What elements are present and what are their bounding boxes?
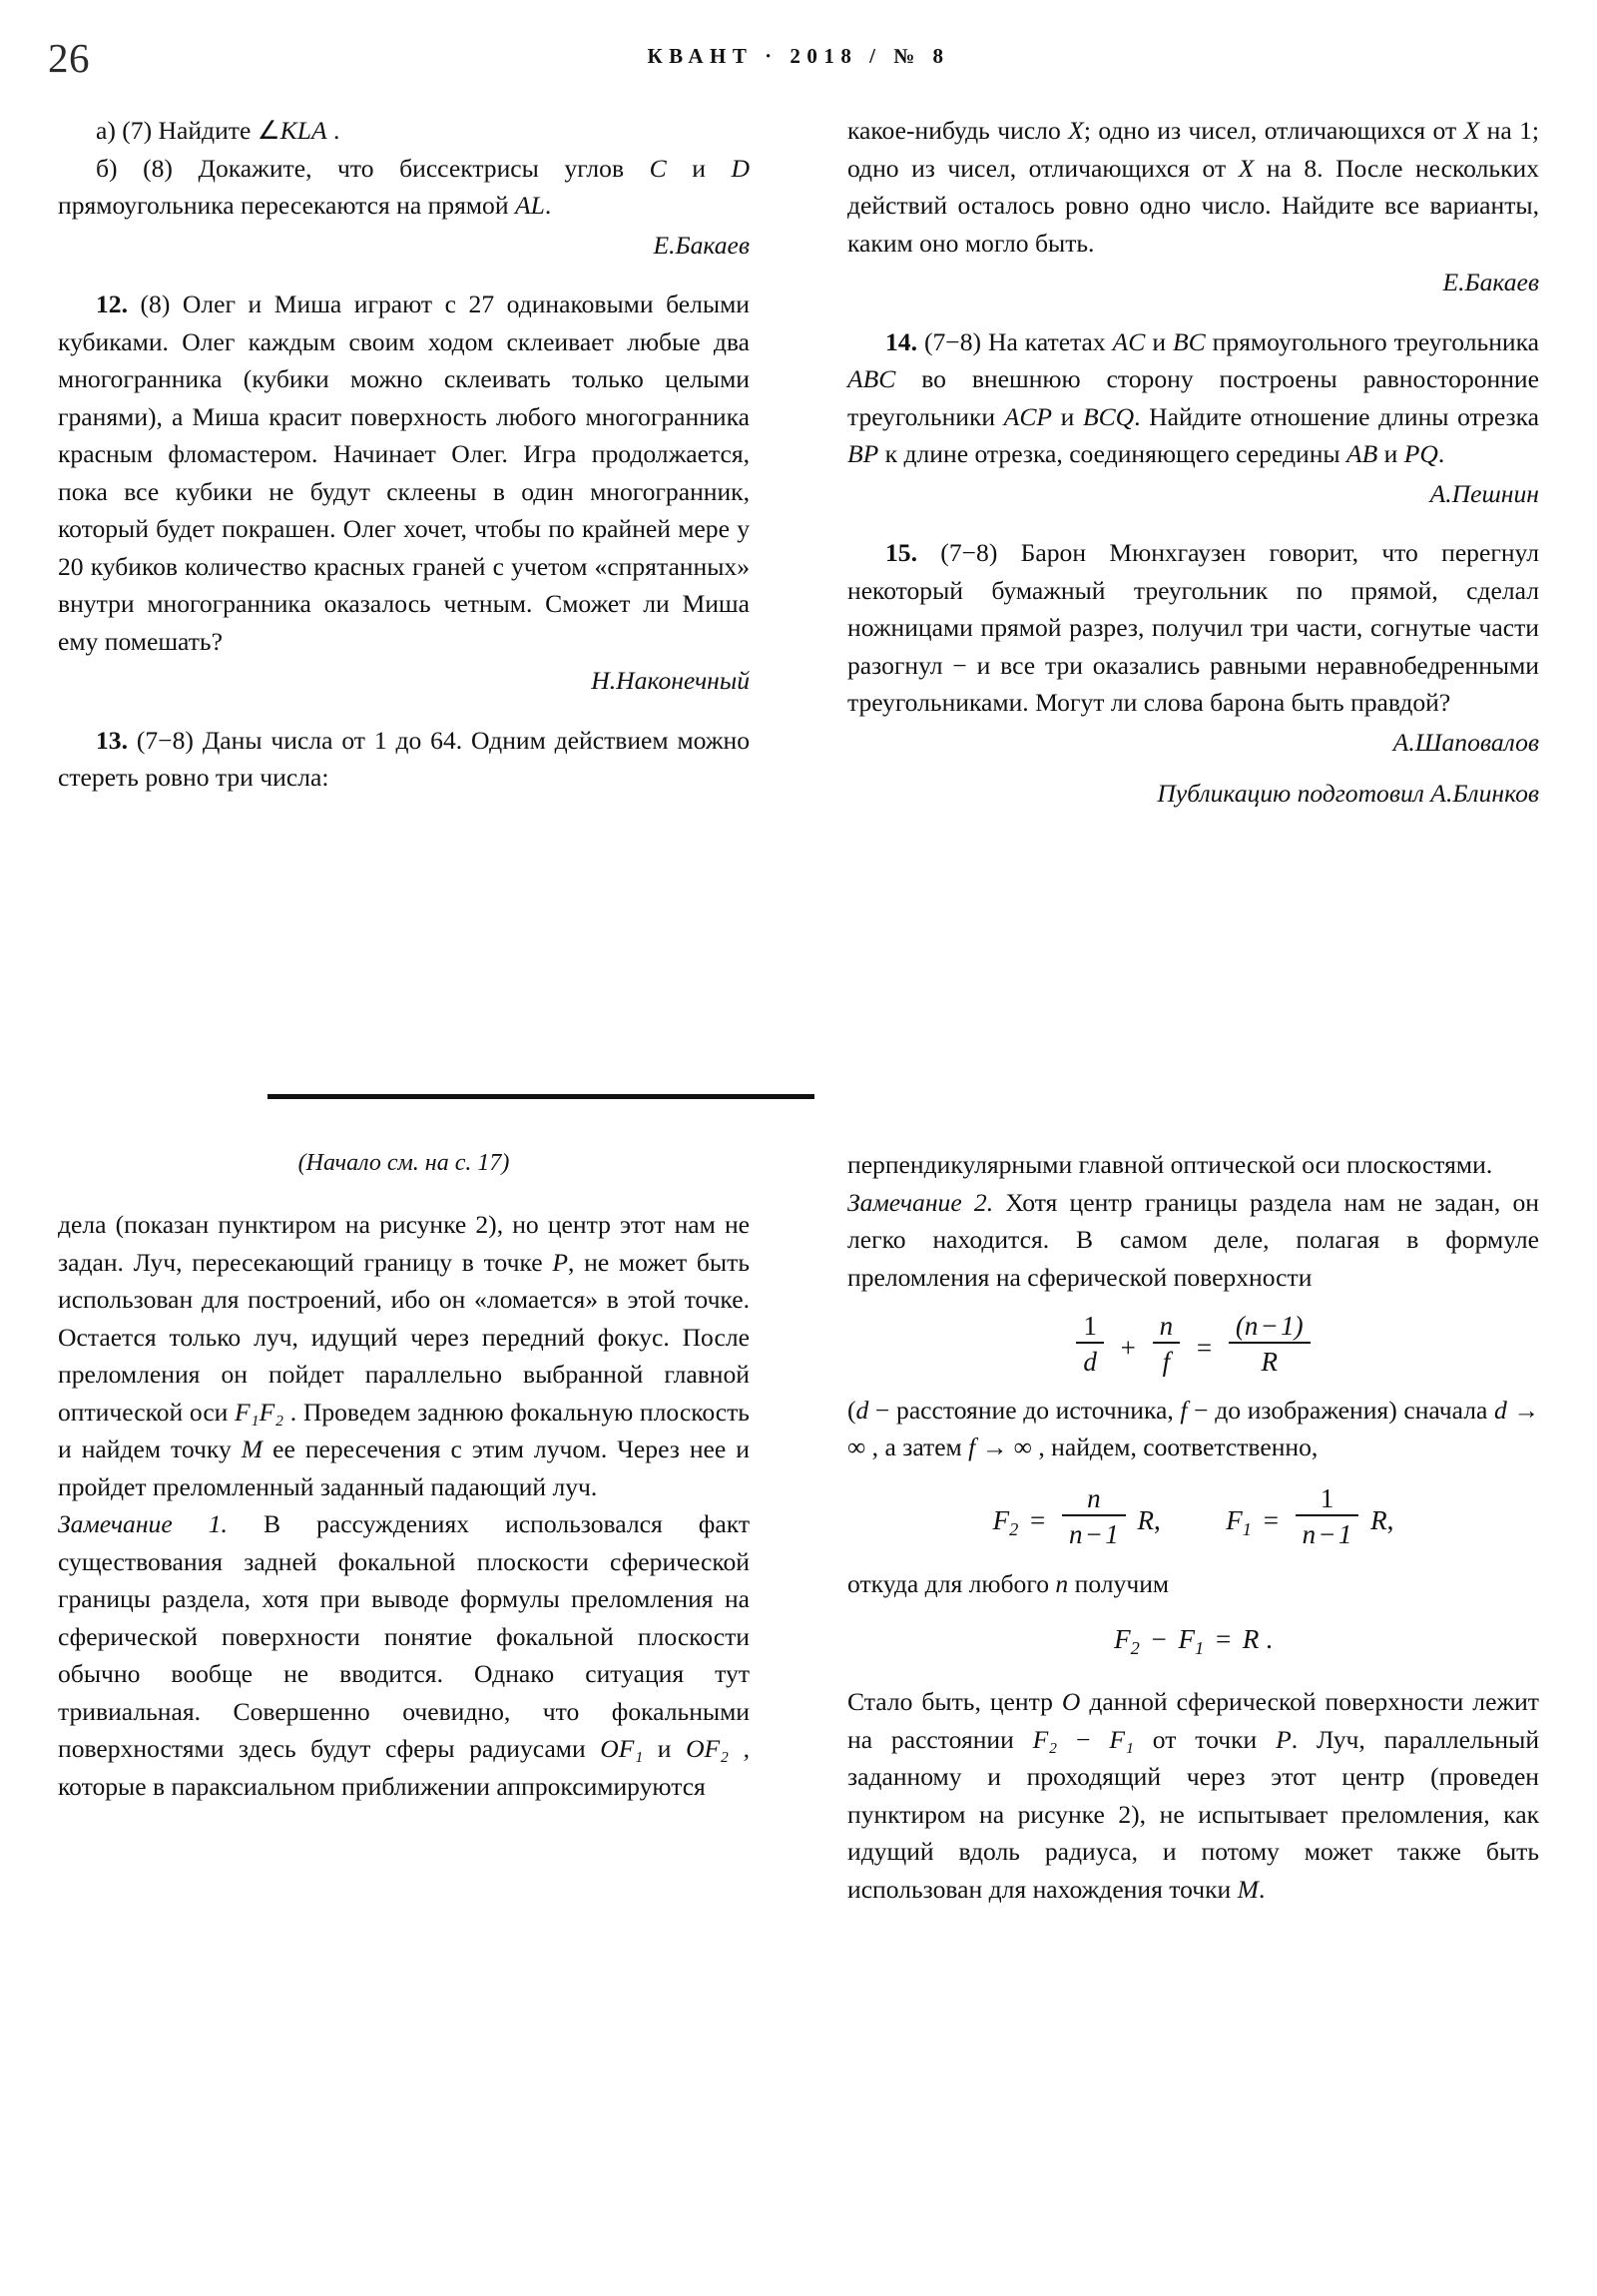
formula-focal-front: $F_1$ = $\frac{1}{n - 1}$ R, — [1226, 1482, 1394, 1549]
formula-2-explanation: откуда для любого n получим — [847, 1569, 1170, 1599]
plus-sign: + — [1120, 1333, 1136, 1364]
journal-masthead — [0, 44, 1597, 69]
remark-1 — [58, 1505, 750, 1805]
signature-bakaev-2: Е.Бакаев — [1442, 268, 1539, 296]
formula-focal-lengths — [847, 1484, 1539, 1550]
denominator: f — [1153, 1342, 1181, 1377]
fraction-one-over-n-minus-one — [1296, 1484, 1359, 1550]
problems-right-column — [847, 112, 1539, 813]
solution-body-paragraph: дела (показан пунктиром на рисунке 2), но центр этот нам не задан. Луч, пересекающий границу в точке P, не может быть использован для построений, ибо он «ломается» в этой точке. Остается только луч, идущий через передний фокус. После преломления он пойдет параллельно выбранной главной оптической оси F₁F₂ . Проведем заднюю фокальную плоскость и найдем точку M ее пересечения с этим лучом. Через нее и пройдет преломленный заданный падающий луч. — [58, 1210, 750, 1501]
problems-left-column — [58, 112, 750, 797]
spacer — [847, 512, 1539, 534]
remark-2 — [847, 1184, 1539, 1297]
focal-difference-expression: $F_2 - F_1 = R$ . — [1114, 1623, 1273, 1658]
journal-issue: 2018 / № 8 — [790, 44, 950, 68]
problem-15-text: Барон Мюнхгаузен говорит, что перегнул некоторый бумажный треугольник по прямой, сделал ножницами прямой разрез, получил три части, согнутые части разогнул − и все три оказались равными неравнобедренными треугольниками. Могут ли слова барона быть правдой? — [847, 538, 1539, 717]
problem-14-text: На катетах AC и BC прямоугольного треугольника ABC во внешнюю сторону построены равносторонние треугольники ACP и BCQ. Найдите отношение длины отрезка BP к длине отрезка, соединяющего середины AB и PQ. — [847, 326, 1540, 468]
numerator: (n − 1) — [1235, 1311, 1304, 1341]
denominator: n − 1 — [1296, 1514, 1359, 1549]
problem-15-number: 15. — [885, 538, 917, 567]
solutions-left-column — [58, 1146, 750, 1805]
numerator: n — [1159, 1311, 1174, 1341]
problem-15-grade: (7−8) — [940, 538, 998, 567]
signature-nakonechny: Н.Наконечный — [591, 666, 750, 695]
denominator: R — [1229, 1342, 1311, 1377]
problem-13-text: Даны числа от 1 до 64. Одним действием можно стереть ровно три числа: — [58, 725, 750, 792]
page-folio: 26 — [48, 35, 90, 81]
remark-2-label: Замечание 2. — [847, 1187, 994, 1217]
problem-14 — [847, 323, 1539, 473]
formula-focal-difference — [847, 1621, 1539, 1667]
problem-12-text: Олег и Миша играют с 27 одинаковыми белыми кубиками. Олег каждым своим ходом склеивает любые два многогранника (кубики можно склеивать только целыми гранями), а Миша красит поверхность любого многогранника красным фломастером. Начинает Олег. Игра продолжается, пока все кубики не будут склеены в один многогранник, который будет покрашен. Олег хочет, чтобы по крайней мере у 20 кубиков количество красных граней с учетом «спрятанных» внутри многогранника оказалось четным. Сможет ли Миша ему помешать? — [58, 289, 751, 656]
problem-13-number: 13. — [96, 725, 128, 755]
spacer — [58, 264, 750, 286]
spacer — [58, 700, 750, 722]
problem-13-continuation: какое-нибудь число X; одно из чисел, отличающихся от X на 1; одно из чисел, отличающихся от X на 8. После нескольких действий осталось ровно одно число. Найдите все варианты, каким оно могло быть. — [847, 116, 1539, 258]
spacer — [847, 301, 1539, 323]
signature-bakaev-1: Е.Бакаев — [653, 230, 750, 260]
problem-15 — [847, 534, 1539, 722]
problem-13-grade: (7−8) — [136, 725, 194, 755]
running-head — [0, 34, 1597, 80]
problem-14-number: 14. — [885, 326, 917, 356]
problem-12-number: 12. — [96, 289, 128, 318]
problem-12 — [58, 286, 750, 660]
signature-shapovalov: А.Шаповалов — [1392, 727, 1539, 757]
problem-12-grade: (8) — [140, 289, 171, 318]
problem-11a: а) (7) Найдите ∠KLA . — [96, 116, 340, 145]
remark-1-label: Замечание 1. — [58, 1509, 228, 1538]
remark-2-text: Хотя центр границы раздела нам не задан, он легко находится. В самом деле, полагая в формуле преломления на сферической поверхности — [847, 1187, 1539, 1292]
denominator: n − 1 — [1062, 1514, 1126, 1549]
continuation-note: (Начало см. на с. 17) — [297, 1150, 510, 1176]
spacer — [847, 761, 1539, 775]
fraction-n-minus-one-over-R — [1229, 1312, 1311, 1378]
denominator: d — [1076, 1342, 1104, 1377]
publication-credit: Публикацию подготовил А.Блинков — [1157, 779, 1539, 808]
numerator: n — [1087, 1482, 1101, 1513]
section-divider-rule — [267, 1094, 814, 1099]
numerator: 1 — [1320, 1482, 1334, 1513]
problem-13 — [58, 722, 750, 797]
solutions-lead-text: перпендикулярными главной оптической оси плоскостями. — [847, 1150, 1493, 1179]
fraction-n-over-f — [1153, 1312, 1181, 1378]
formula-focal-back: $F_2$ = $\frac{n}{n - 1}$ R, — [992, 1482, 1161, 1549]
solutions-tail-text: Стало быть, центр O данной сферической поверхности лежит на расстоянии F₂ − F₁ от точки P. Луч, параллельный заданному и проходящий через этот центр (проведен пунктиром на рисунке 2), не испытывает преломления, как идущий вдоль радиуса, и потому может также быть использован для нахождения точки M. — [847, 1687, 1540, 1904]
numerator: 1 — [1083, 1311, 1097, 1341]
problem-14-grade: (7−8) — [923, 326, 982, 356]
solutions-right-column — [847, 1146, 1539, 1908]
fraction-n-over-n-minus-one — [1062, 1484, 1126, 1550]
fraction-one-over-d — [1076, 1312, 1104, 1378]
signature-peshnin: А.Пешнин — [1429, 478, 1539, 508]
formula-lens-equation — [847, 1312, 1539, 1378]
masthead-separator: · — [765, 44, 779, 68]
problem-11b: б) (8) Докажите, что биссектрисы углов C и D прямоугольника пересекаются на прямой AL. — [58, 153, 750, 220]
journal-title: КВАНТ — [647, 44, 754, 68]
equals-sign: = — [1196, 1333, 1213, 1364]
remark-1-text: В рассуждениях использовался факт существования задней фокальной плоскости сферической границы раздела, хотя при выводе формулы преломления на сферической поверхности понятие фокальной плоскости обычно вообще не вводится. Однако ситуация тут тривиальная. Совершенно очевидно, что фокальными поверхностями здесь будут сферы радиусами OF₁ и OF₂ , которые в параксиальном приближении аппроксимируются — [58, 1509, 751, 1801]
formula-1-explanation: (d − расстояние до источника, f − до изображения) сначала d → ∞ , а затем f → ∞ , найдем, соответственно, — [847, 1395, 1539, 1462]
